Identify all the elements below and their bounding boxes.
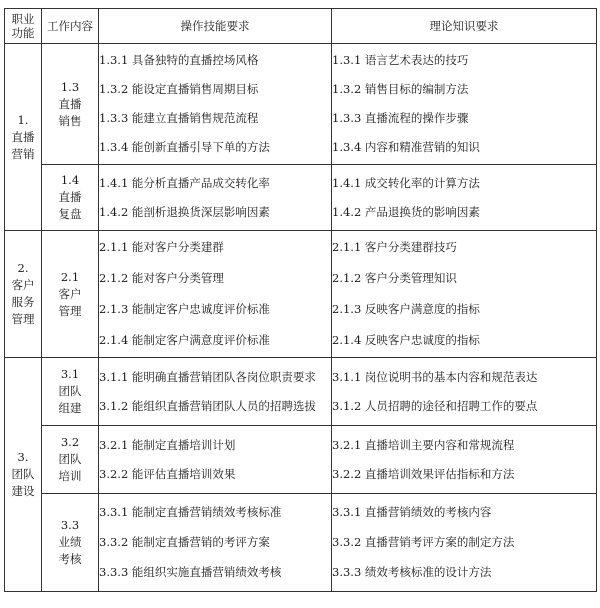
skill-cell [99, 165, 332, 231]
skill-cell [99, 231, 332, 358]
theory-item: 3.2.2 直播培训效果评估指标和方法 [332, 466, 515, 481]
work-cell: 3.2 团队 培训 [42, 426, 99, 494]
theory-item: 3.2.1 直播培训主要内容和常规流程 [332, 437, 515, 452]
skill-item: 1.3.2 能设定直播销售周期目标 [99, 82, 259, 96]
theory-cell [332, 44, 597, 165]
header-work-content: 工作内容 [42, 9, 99, 44]
skill-item: 1.3.3 能建立直播销售规范流程 [99, 111, 259, 125]
function-cell: 3. 团队 建设 [5, 358, 42, 592]
theory-item: 2.1.3 反映客户满意度的指标 [332, 302, 480, 316]
theory-item: 2.1.2 客户分类管理知识 [332, 271, 457, 285]
work-cell: 1.3 直播 销售 [42, 44, 99, 165]
skill-item: 2.1.1 能对客户分类建群 [99, 240, 224, 254]
theory-cell [332, 165, 597, 231]
skill-cell [99, 44, 332, 165]
theory-cell [332, 426, 597, 494]
theory-cell [332, 231, 597, 358]
function-cell: 2. 客户 服务 管理 [5, 231, 42, 358]
skill-cell [99, 494, 332, 592]
theory-item: 3.3.3 绩效考核标准的设计方法 [332, 565, 492, 579]
skill-item: 3.2.1 能制定直播培训计划 [99, 437, 236, 452]
theory-item: 1.3.3 直播流程的操作步骤 [332, 111, 469, 125]
header-function: 职业 功能 [5, 9, 42, 44]
skill-item: 3.3.3 能组织实施直播营销绩效考核 [99, 565, 282, 579]
table-row [5, 165, 597, 231]
theory-item: 3.1.2 人员招聘的途径和招聘工作的要点 [332, 398, 538, 413]
theory-item: 3.3.1 直播营销绩效的考核内容 [332, 505, 492, 519]
skills-requirements-table [4, 8, 597, 592]
header-row [5, 9, 597, 44]
skill-item: 1.4.2 能剖析退换货深层影响因素 [99, 204, 270, 219]
table-row [5, 426, 597, 494]
function-cell: 1. 直播 营销 [5, 44, 42, 231]
skill-item: 3.1.2 能组织直播营销团队人员的招聘选拔 [99, 398, 316, 413]
theory-item: 3.3.2 直播营销考评方案的制定方法 [332, 535, 515, 549]
skill-item: 1.4.1 能分析直播产品成交转化率 [99, 175, 270, 190]
theory-item: 1.3.2 销售目标的编制方法 [332, 82, 469, 96]
theory-item: 2.1.1 客户分类建群技巧 [332, 240, 457, 254]
skill-item: 1.3.4 能创新直播引导下单的方法 [99, 140, 270, 154]
skill-item: 2.1.3 能制定客户忠诚度评价标准 [99, 302, 270, 316]
skill-item: 2.1.4 能制定客户满意度评价标准 [99, 333, 270, 347]
theory-item: 2.1.4 反映客户忠诚度的指标 [332, 333, 480, 347]
skill-cell [99, 358, 332, 426]
skill-item: 3.2.2 能评估直播培训效果 [99, 466, 236, 481]
skill-item: 2.1.2 能对客户分类管理 [99, 271, 224, 285]
work-cell: 2.1 客户 管理 [42, 231, 99, 358]
table-row [5, 358, 597, 426]
theory-item: 1.4.2 产品退换货的影响因素 [332, 204, 480, 219]
skill-item: 3.1.1 能明确直播营销团队各岗位职责要求 [99, 369, 316, 384]
skill-cell [99, 426, 332, 494]
theory-cell [332, 358, 597, 426]
theory-item: 1.3.4 内容和精准营销的知识 [332, 140, 480, 154]
header-theory-requirements: 理论知识要求 [332, 9, 597, 44]
theory-item: 3.1.1 岗位说明书的基本内容和规范表达 [332, 369, 538, 384]
table-row [5, 231, 597, 358]
skill-item: 3.3.1 能制定直播营销绩效考核标准 [99, 505, 282, 519]
theory-item: 1.3.1 语言艺术表达的技巧 [332, 53, 469, 67]
work-cell: 3.1 团队 组建 [42, 358, 99, 426]
table-row [5, 44, 597, 165]
theory-item: 1.4.1 成交转化率的计算方法 [332, 175, 480, 190]
theory-cell [332, 494, 597, 592]
work-cell: 3.3 业绩 考核 [42, 494, 99, 592]
table-row [5, 494, 597, 592]
skill-item: 3.3.2 能制定直播营销的考评方案 [99, 535, 270, 549]
work-cell: 1.4 直播 复盘 [42, 165, 99, 231]
header-skill-requirements: 操作技能要求 [99, 9, 332, 44]
skill-item: 1.3.1 具备独特的直播控场风格 [99, 53, 259, 67]
table-caption-cropped [0, 0, 600, 8]
